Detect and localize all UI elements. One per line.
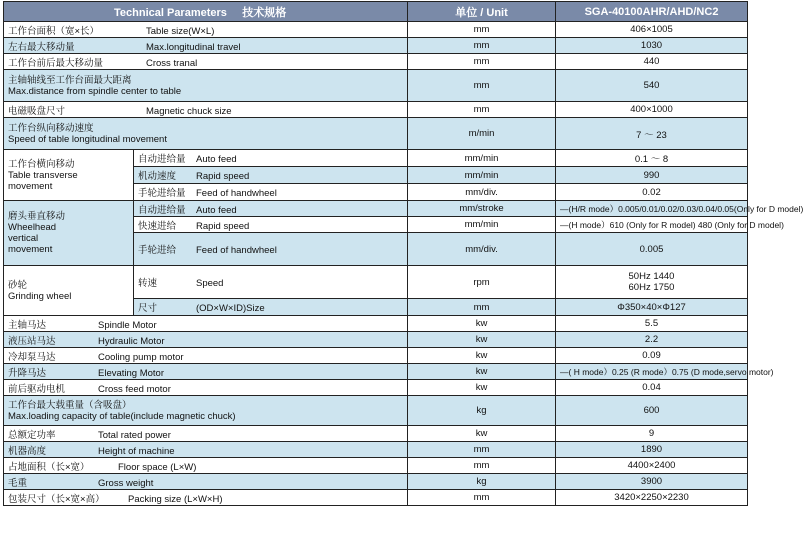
group-label-en: Table transverse [8,169,78,181]
row-unit: kw [408,316,556,332]
row-unit: mm/min [408,167,556,184]
row-unit: kg [408,474,556,490]
group-label [4,201,134,266]
group-label-en: Grinding wheel [8,290,72,302]
group-label-en: movement [8,244,53,255]
row-unit: kw [408,380,556,396]
row-label-zh: 总额定功率 [8,429,56,441]
sub-label-en: Auto feed [196,154,237,165]
row-label-en: Max.longitudinal travel [146,41,241,53]
row-label-en: Cross tranal [146,57,198,69]
row-label-en: Max.distance from spindle center to table [8,85,182,97]
row-label-en: Elevating Motor [98,367,165,379]
row-value: 2.2 [556,332,748,348]
row-value: 3900 [556,474,748,490]
row-unit: mm [408,490,556,506]
group-label [4,266,134,316]
wheel-speed-60hz: 60Hz 1750 [628,282,675,293]
table-row [4,102,748,118]
row-label-en: Total rated power [98,429,171,441]
header-row [4,2,748,22]
sub-label-en: Feed of handwheel [196,188,277,199]
row-value: 0.02 [556,184,748,201]
row-value: 0.1 ～ 8 [556,150,748,167]
row-label-zh: 占地面积（长×宽） [8,461,90,473]
row-unit: kw [408,332,556,348]
table-row [4,201,748,217]
row-value: 0.04 [556,380,748,396]
row-unit: mm [408,38,556,54]
row-value [556,266,748,299]
group-label-zh: 工作台横向移动 [8,158,75,170]
sub-label-zh: 手轮进给量 [138,188,186,199]
row-label-zh: 液压站马达 [8,335,56,347]
header-unit: 单位 / Unit [408,2,556,22]
row-label-en: Height of machine [98,445,175,457]
row-unit: mm [408,299,556,316]
sub-label-zh: 手轮进给 [138,245,177,256]
row-label-zh: 工作台纵向移动速度 [8,122,94,134]
group-label-zh: 磨头垂直移动 [8,211,66,222]
table-row [4,332,748,348]
row-unit: kw [408,348,556,364]
row-unit: mm/min [408,150,556,167]
group-label-en: movement [8,180,53,192]
row-label-en: Packing size (L×W×H) [128,493,223,505]
row-label-zh: 冷却泵马达 [8,351,56,363]
row-value: Φ350×40×Φ127 [556,299,748,316]
row-label-en: Hydraulic Motor [98,335,165,347]
row-unit: rpm [408,266,556,299]
table-row [4,458,748,474]
row-value: 3420×2250×2230 [556,490,748,506]
sub-label-en: Auto feed [196,204,237,216]
header-title-en: Technical Parameters [114,6,227,19]
table-row [4,316,748,332]
row-value: 5.5 [556,316,748,332]
table-row [4,266,748,299]
row-unit: mm [408,22,556,38]
row-unit: mm [408,458,556,474]
row-unit: mm [408,102,556,118]
row-value: 540 [556,70,748,102]
table-row [4,70,748,102]
header-title-zh: 技术规格 [242,6,287,19]
row-unit: mm/min [408,217,556,233]
row-label-en: Speed of table longitudinal movement [8,133,167,145]
sub-label-en: (OD×W×ID)Size [196,303,265,314]
row-label-zh: 包装尺寸（长×宽×高） [8,493,105,505]
row-unit: mm/div. [408,233,556,266]
row-value: 440 [556,54,748,70]
table-row [4,150,748,167]
row-value: 7 ～ 23 [556,118,748,150]
group-label-en: Wheelhead [8,222,57,233]
table-row [4,22,748,38]
table-row [4,490,748,506]
table-row [4,38,748,54]
row-value: 4400×2400 [556,458,748,474]
group-label-zh: 砂轮 [8,279,28,291]
row-unit: mm/stroke [408,201,556,217]
sub-label-en: Speed [196,278,224,289]
row-value: 990 [556,167,748,184]
row-value: 9 [556,426,748,442]
wheel-speed-50hz: 50Hz 1440 [628,271,675,282]
row-label-zh: 工作台前后最大移动量 [8,57,104,69]
row-value: —(H/R mode）0.005/0.01/0.02/0.03/0.04/0.05(Only for D model) [556,201,748,217]
row-unit: mm/div. [408,184,556,201]
table-row [4,54,748,70]
table-row [4,442,748,458]
table-row [4,348,748,364]
table-row [4,396,748,426]
spec-table [3,1,803,506]
table-row [4,118,748,150]
row-unit: m/min [408,118,556,150]
row-label-zh: 工作台面积（宽×长） [8,25,100,37]
header-title [4,2,408,22]
row-value: 1890 [556,442,748,458]
row-label-zh: 主轴轴线至工作台面最大距离 [8,74,132,86]
sub-label-zh: 尺寸 [138,303,158,314]
row-unit: mm [408,70,556,102]
table-row [4,364,748,380]
table-row [4,426,748,442]
group-label-en: vertical [8,233,39,244]
row-value: —( H mode）0.25 (R mode）0.75 (D mode,servo motor) [556,364,748,380]
row-label-en: Spindle Motor [98,319,157,331]
row-label-en: Magnetic chuck size [146,105,232,117]
row-label-zh: 电磁吸盘尺寸 [8,105,66,117]
sub-label-zh: 转速 [138,278,158,289]
row-value: —(H mode）610 (Only for R model) 480 (Only for D model) [556,217,748,233]
header-model: SGA-40100AHR/AHD/NC2 [556,2,748,22]
row-label-zh: 前后驱动电机 [8,383,66,395]
row-label-zh: 主轴马达 [8,319,47,331]
row-label-en: Cooling pump motor [98,351,184,363]
table-row [4,380,748,396]
row-unit: kg [408,396,556,426]
table-row [4,474,748,490]
row-value: 1030 [556,38,748,54]
row-label-en: Table size(W×L) [146,25,215,37]
row-unit: mm [408,54,556,70]
row-label-en: Floor space (L×W) [118,461,197,473]
sub-label-en: Feed of handwheel [196,245,277,256]
row-unit: kw [408,364,556,380]
row-label-zh: 工作台最大载重量（含吸盘） [8,399,132,411]
row-value: 0.09 [556,348,748,364]
row-unit: mm [408,442,556,458]
sub-label-zh: 机动速度 [138,171,177,182]
row-value: 0.005 [556,233,748,266]
row-label-zh: 升降马达 [8,367,47,379]
sub-label-en: Rapid speed [196,220,250,232]
row-label-en: Max.loading capacity of table(include magnetic chuck) [8,410,236,422]
row-value: 400×1000 [556,102,748,118]
sub-label-zh: 自动进给量 [138,154,186,165]
row-label-en: Gross weight [98,477,154,489]
row-value: 406×1005 [556,22,748,38]
sub-label-zh: 快速进给 [138,220,177,232]
sub-label-en: Rapid speed [196,171,250,182]
row-value: 600 [556,396,748,426]
row-unit: kw [408,426,556,442]
row-label-zh: 机器高度 [8,445,47,457]
row-label-en: Cross feed motor [98,383,171,395]
row-label-zh: 左右最大移动量 [8,41,75,53]
sub-label-zh: 自动进给量 [138,204,186,216]
row-label-zh: 毛重 [8,477,28,489]
group-label [4,150,134,201]
